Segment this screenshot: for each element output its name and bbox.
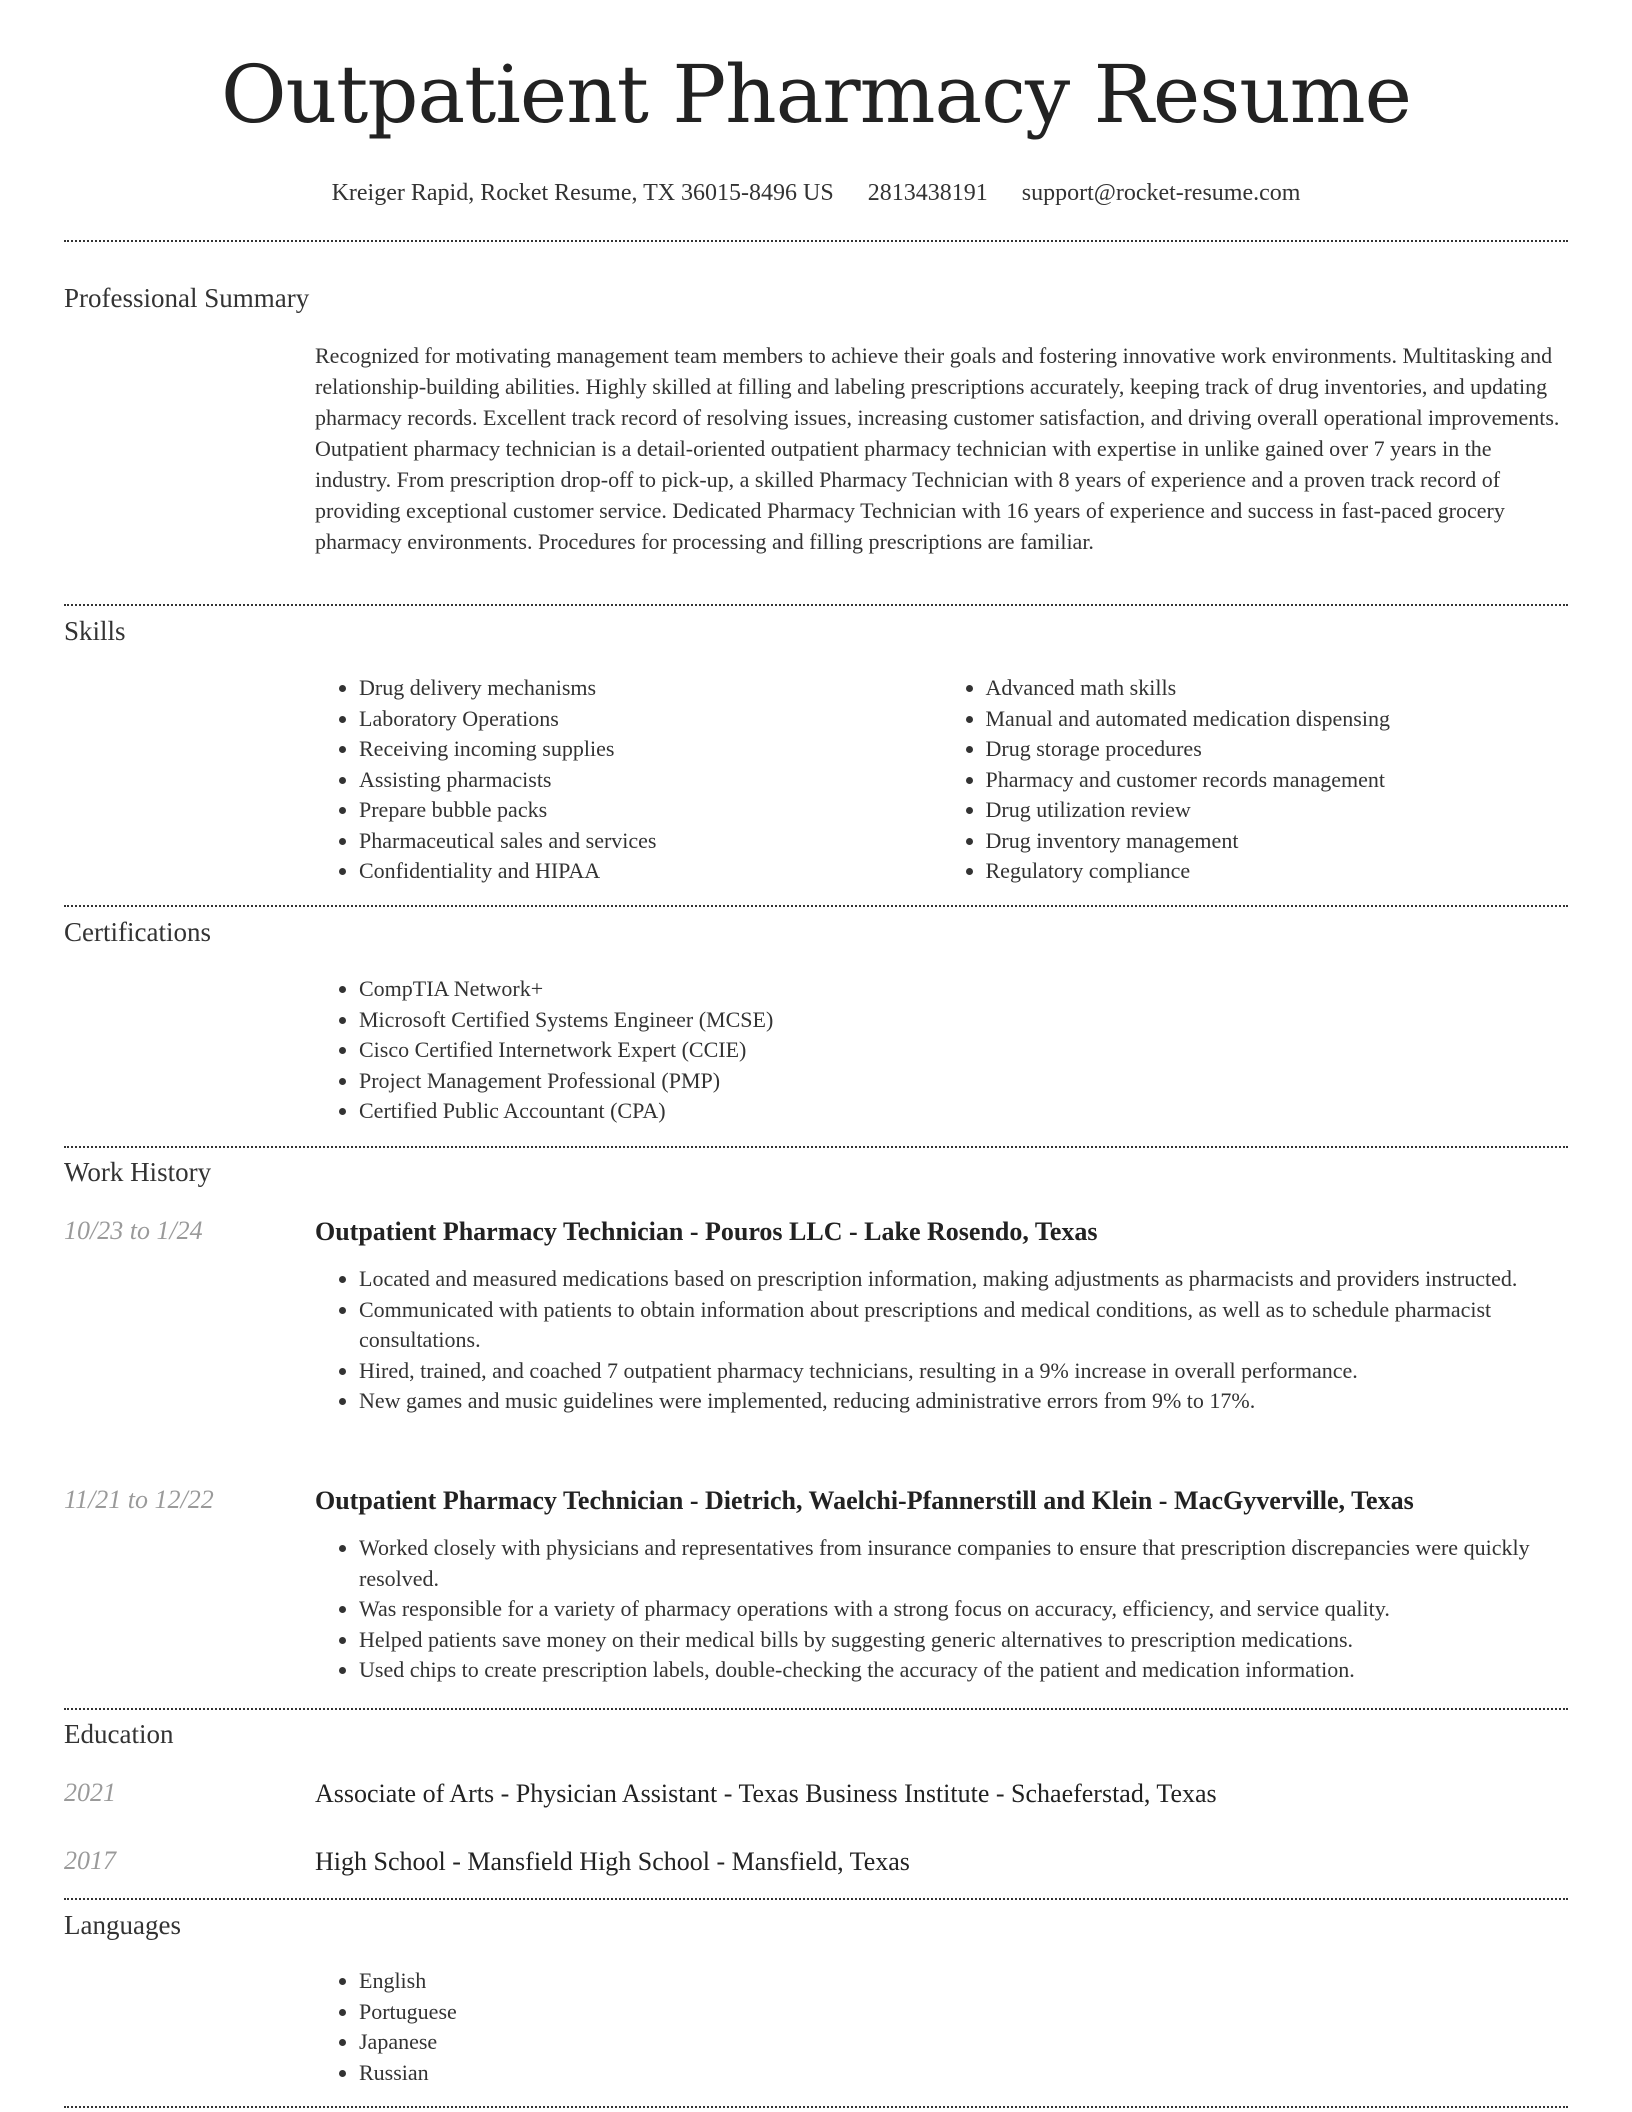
skill-item: • Drug storage procedures — [986, 734, 1569, 765]
language-item: • Japanese — [359, 2027, 1568, 2058]
certification-item: • Certified Public Accountant (CPA) — [359, 1096, 1568, 1127]
job-dates: 10/23 to 1/24 — [64, 1216, 203, 1245]
languages-heading: Languages — [64, 1910, 181, 1940]
work-history-heading: Work History — [64, 1157, 212, 1187]
summary-heading: Professional Summary — [64, 283, 310, 313]
divider — [64, 1708, 1568, 1710]
job-bullet: • Helped patients save money on their medical bills by suggesting generic alternatives to prescription medications. — [359, 1625, 1568, 1656]
contact-line — [64, 178, 1568, 208]
certification-item: • Project Management Professional (PMP) — [359, 1066, 1568, 1097]
job-bullet: • Hired, trained, and coached 7 outpatient pharmacy technicians, resulting in a 9% increase in overall performance. — [359, 1356, 1568, 1387]
job-entry — [315, 1216, 1568, 1417]
summary-body — [315, 340, 1568, 557]
certification-item: • Cisco Certified Internetwork Expert (CCIE) — [359, 1035, 1568, 1066]
divider — [64, 604, 1568, 606]
language-item: • Russian — [359, 2058, 1568, 2089]
education-year: 2017 — [64, 1846, 116, 1875]
divider — [64, 1898, 1568, 1900]
skill-item: • Prepare bubble packs — [359, 795, 942, 826]
certifications-heading: Certifications — [64, 917, 211, 947]
skill-item: • Assisting pharmacists — [359, 765, 942, 796]
summary-text: Recognized for motivating management team members to achieve their goals and fostering innovative work environments. Multitasking and relationship-building abilities. Highly skilled at filling and labeling prescriptions accurately, keeping track of drug inventories, and updating pharmacy records. Excellent track record of resolving issues, increasing customer satisfaction, and driving overall operational improvements. Outpatient pharmacy technician is a detail-oriented outpatient pharmacy technician with expertise in unlike gained over 7 years in the industry. From prescription drop-off to pick-up, a skilled Pharmacy Technician with 8 years of experience and a proven track record of providing exceptional customer service. Dedicated Pharmacy Technician with 16 years of experience and success in fast-paced grocery pharmacy environments. Procedures for processing and filling prescriptions are familiar. — [315, 343, 1560, 554]
skill-item: • Pharmacy and customer records management — [986, 765, 1569, 796]
job-bullet: • Worked closely with physicians and representatives from insurance companies to ensure that prescription discrepancies were quickly resolved. — [359, 1533, 1568, 1594]
contact-phone: 2813438191 — [867, 180, 988, 206]
skill-item: • Drug delivery mechanisms — [359, 673, 942, 704]
divider — [64, 2106, 1568, 2108]
skill-item: • Drug utilization review — [986, 795, 1569, 826]
skill-item: • Manual and automated medication dispensing — [986, 704, 1569, 735]
job-bullet: • New games and music guidelines were implemented, reducing administrative errors from 9% to 17%. — [359, 1386, 1568, 1417]
skill-item: • Pharmaceutical sales and services — [359, 826, 942, 857]
skills-left-column — [315, 673, 942, 887]
skill-item: • Laboratory Operations — [359, 704, 942, 735]
divider — [64, 905, 1568, 907]
skills-right-column — [942, 673, 1569, 887]
job-heading: Outpatient Pharmacy Technician - Pouros LLC - Lake Rosendo, Texas — [315, 1217, 1098, 1246]
skill-item: • Confidentiality and HIPAA — [359, 856, 942, 887]
education-year: 2021 — [64, 1778, 116, 1807]
contact-email: support@rocket-resume.com — [1021, 180, 1301, 206]
language-item: • Portuguese — [359, 1997, 1568, 2028]
education-heading: Education — [64, 1719, 174, 1749]
divider — [64, 240, 1568, 242]
divider — [64, 1146, 1568, 1148]
skills-heading: Skills — [64, 616, 126, 646]
skill-item: • Receiving incoming supplies — [359, 734, 942, 765]
job-bullet: • Was responsible for a variety of pharmacy operations with a strong focus on accuracy, efficiency, and service quality. — [359, 1594, 1568, 1625]
job-bullet: • Located and measured medications based on prescription information, making adjustments as pharmacists and providers instructed. — [359, 1264, 1568, 1295]
resume-title: Outpatient Pharmacy Resume — [221, 48, 1411, 141]
education-entry: High School - Mansfield High School - Mansfield, Texas — [315, 1847, 910, 1876]
job-entry — [315, 1485, 1568, 1686]
certifications-list — [315, 974, 1568, 1127]
resume-page — [64, 0, 1568, 2085]
education-entry: Associate of Arts - Physician Assistant - Texas Business Institute - Schaeferstad, Texas — [315, 1779, 1217, 1808]
job-heading: Outpatient Pharmacy Technician - Dietrich, Waelchi-Pfannerstill and Klein - MacGyverville, Texas — [315, 1486, 1414, 1515]
contact-address: Kreiger Rapid, Rocket Resume, TX 36015-8496 US — [331, 180, 834, 206]
job-dates: 11/21 to 12/22 — [64, 1485, 214, 1514]
language-item: • English — [359, 1966, 1568, 1997]
job-bullet: • Communicated with patients to obtain information about prescriptions and medical conditions, as well as to schedule pharmacist consultations. — [359, 1295, 1568, 1356]
certification-item: • Microsoft Certified Systems Engineer (MCSE) — [359, 1005, 1568, 1036]
skill-item: • Advanced math skills — [986, 673, 1569, 704]
certification-item: • CompTIA Network+ — [359, 974, 1568, 1005]
skill-item: • Regulatory compliance — [986, 856, 1569, 887]
skills-list — [315, 673, 1568, 887]
skill-item: • Drug inventory management — [986, 826, 1569, 857]
languages-list — [315, 1966, 1568, 2088]
job-bullet: • Used chips to create prescription labels, double-checking the accuracy of the patient and medication information. — [359, 1655, 1568, 1686]
